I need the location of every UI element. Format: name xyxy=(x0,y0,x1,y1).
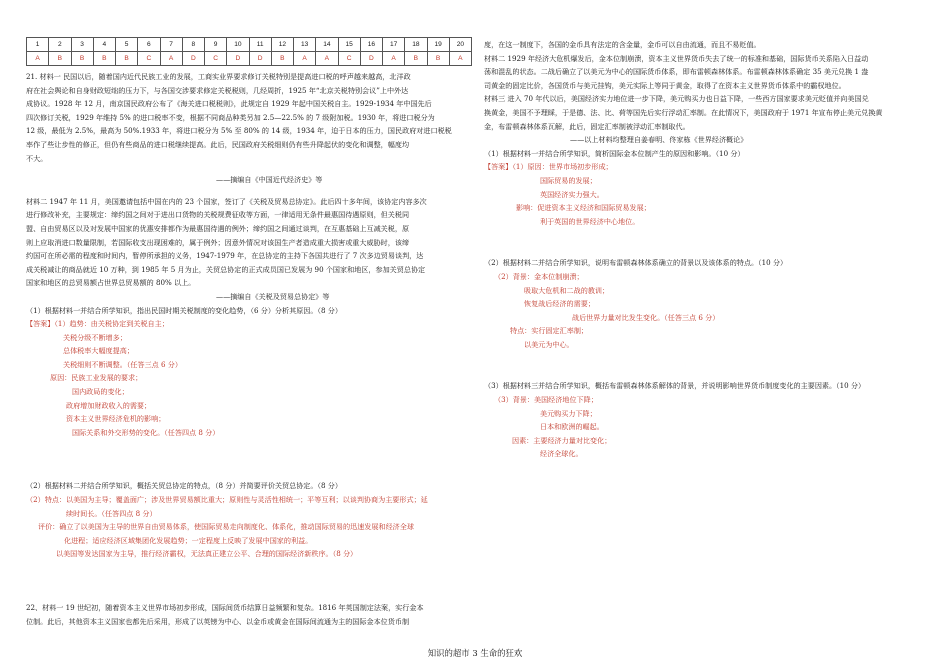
text-line: 换黄金，美国不予理睬，于是德、法、比、荷等国先后实行浮动汇率制。在此情况下，美国政府于 1971 年宣布停止美元兑换黄 xyxy=(484,107,883,117)
q22-question-three: （3）根据材料三并结合所学知识，概括布雷顿森林体系解体的背景，并说明影响世界货币制度变化的主要因素。（10 分） xyxy=(484,381,866,391)
answer-letter-cell: B xyxy=(93,52,115,66)
answer-line: （2）特点：以美国为主导；覆盖面广；涉及世界贸易额比重大；原则性与灵活性相统一；平等互利；以谈判协商为主要形式；延 xyxy=(26,495,428,505)
q21-material-two xyxy=(26,195,472,290)
q21-question-one: （1）根据材料一并结合所学知识，指出民国时期关税制度的变化趋势，（6 分）分析其原因。（8 分） xyxy=(26,305,342,315)
answer-letter-cell: D xyxy=(182,52,204,66)
answer-letter-cell: C xyxy=(338,52,360,66)
text-line: 度，在这一制度下，各国的金币具有法定的含金量，金币可以自由流通，而且不易贬值。 xyxy=(484,40,761,49)
q22-answer-three xyxy=(484,393,924,461)
question-number-cell: 6 xyxy=(138,38,160,52)
question-number-cell: 2 xyxy=(49,38,71,52)
question-number-cell: 20 xyxy=(449,38,471,52)
q22-question-one: （1）根据材料一并结合所学知识，简析国际金本位制产生的原因和影响。（10 分） xyxy=(484,148,745,158)
answer-letter-row xyxy=(27,52,472,66)
question-number-cell: 1 xyxy=(27,38,49,52)
answer-letter-cell: C xyxy=(138,52,160,66)
answer-letter-cell: D xyxy=(249,52,271,66)
answer-line: 关税细则不断调整。（任答三点 6 分） xyxy=(63,359,182,369)
answer-line: 关税分级不断增多； xyxy=(63,332,127,342)
q22-factor-head: 因素：主要经济力量对比变化； xyxy=(512,435,612,445)
text-line: 成关税减让的商品就近 10 万种，到 1985 年 5 月为止，关贸总协定的正式成员国已发展为 90 个国家和地区，参加关贸总协定 xyxy=(26,264,426,274)
answer-letter-cell: A xyxy=(160,52,182,66)
q21-answer-two xyxy=(26,493,472,561)
answer-letter-cell: A xyxy=(27,52,49,66)
text-line: 21. 材料一 民国以后，随着国内近代民族工业的发展，工商实业界要求修订关税特别是提高进口税的呼声越来越高，北洋政 xyxy=(26,72,411,81)
answer-letter-cell: A xyxy=(449,52,471,66)
text-line: 进行修改补充，主要规定：缔约国之间对于进出口货物的关税规费征收等方面，一律适用无条件最惠国待遇原则，但关税同 xyxy=(26,210,410,220)
answer-line: 以美国等发达国家为主导，推行经济霸权，无法真正建立公平、合理的国际经济新秩序。（8 分） xyxy=(56,549,358,559)
question-number-cell: 11 xyxy=(249,38,271,52)
q21-source-two: ——摘编自《关税及贸易总协定》等 xyxy=(216,291,330,301)
answer-letter-cell: C xyxy=(205,52,227,66)
question-number-cell: 3 xyxy=(71,38,93,52)
answer-line: 国际贸易的发展； xyxy=(540,175,597,185)
answer-letter-cell: B xyxy=(49,52,71,66)
answer-letter-cell: B xyxy=(427,52,449,66)
text-line: 不大。 xyxy=(26,153,48,163)
question-number-row xyxy=(27,38,472,52)
question-number-cell: 7 xyxy=(160,38,182,52)
answer-key-table xyxy=(26,37,472,66)
question-number-cell: 16 xyxy=(360,38,382,52)
answer-line: 政府增加财政收入的需要； xyxy=(66,400,152,410)
question-number-cell: 8 xyxy=(182,38,204,52)
text-line: 材料二 1929 年经济大危机爆发后，金本位制崩溃，资本主义世界货币失去了统一的标准和基础，国际货币关系陷入日益动 xyxy=(484,53,869,63)
left-column xyxy=(26,70,472,628)
text-line: 成协议。1928 年 12 月，南京国民政府公布了《海关进口税税则》，此规定自 1929 年起中国关税自主。1929-1934 年中国先后 xyxy=(26,99,432,109)
q21-source-one: ——摘编自《中国近代经济史》等 xyxy=(216,175,323,185)
answer-line: 美元购买力下降； xyxy=(540,408,597,418)
answer-line: 评价：确立了以美国为主导的世界自由贸易体系，使国际贸易走向制度化、体系化，推动国际贸易的迅速发展和经济全球 xyxy=(38,522,414,532)
answer-line: 总体税率大幅度提高； xyxy=(63,346,134,356)
answer-line: 英国经济实力强大。 xyxy=(540,189,604,199)
q22-feature-head: 特点：实行固定汇率制； xyxy=(510,326,589,336)
text-line: 材料三 进入 70 年代以后，美国经济实力地位进一步下降，美元购买力也日益下降，一些西方国家要求美元贬值并向美国兑 xyxy=(484,94,869,104)
question-number-cell: 19 xyxy=(427,38,449,52)
q21-material-one xyxy=(26,70,472,165)
text-line: 率作了些让步性的修正，但仍有些商品的进口税继续提高。此后，民国政府关税细则仍有些升降起伏的变化和调整，幅度均 xyxy=(26,139,410,149)
text-line: 材料二 1947 年 11 月，美国邀请包括中国在内的 23 个国家，签订了《关税及贸易总协定》。此后四十多年间，该协定内容多次 xyxy=(26,196,427,206)
answer-line: 续时间长。（任答四点 8 分） xyxy=(66,508,157,518)
answer-line: 以美元为中心。 xyxy=(524,339,574,349)
answer-line: 资本主义世界经济危机的影响； xyxy=(66,414,166,424)
answer-letter-cell: B xyxy=(271,52,293,66)
answer-letter-cell: A xyxy=(383,52,405,66)
q21-answer-one xyxy=(26,317,472,439)
q22-answer-two xyxy=(484,270,924,352)
answer-letter-cell: D xyxy=(360,52,382,66)
q22-materials xyxy=(484,38,924,133)
answer-line: 国际关系和外交形势的变化。（任答四点 8 分） xyxy=(72,427,220,437)
q22-source: ——以上材料均整理自姜春明、佟家栋《世界经济概论》 xyxy=(570,135,748,145)
question-number-cell: 13 xyxy=(294,38,316,52)
question-number-cell: 5 xyxy=(116,38,138,52)
question-number-cell: 17 xyxy=(383,38,405,52)
answer-line: 日本和欧洲的崛起。 xyxy=(540,422,604,432)
answer-letter-cell: A xyxy=(316,52,338,66)
answer-line: 化进程；适应经济区域集团化发展趋势；一定程度上反映了发展中国家的利益。 xyxy=(64,535,313,545)
q21-reason-head: 原因：民族工业发展的要求； xyxy=(50,373,143,383)
q21-answer-one-head: 【答案】（1）趋势：由关税协定到关税自主； xyxy=(26,319,169,329)
page-footer: 知识的超市 3 生命的狂欢 xyxy=(427,648,523,658)
text-line: 则上应取消进口数量限制，若国际收支出现困难的，属于例外；因意外情况对该国生产者造成重大损害或重大威胁时，该缔 xyxy=(26,237,410,247)
q22-material-one xyxy=(26,601,472,628)
text-line: 府在社会舆论和自身财政短绌的压力下，与各国交涉要求修定关税税则，几经周折，1925 年“北京关税特别会议”上中外达 xyxy=(26,85,409,95)
question-number-cell: 4 xyxy=(93,38,115,52)
question-number-cell: 14 xyxy=(316,38,338,52)
question-number-cell: 9 xyxy=(205,38,227,52)
answer-line: 国内政局的变化； xyxy=(72,387,129,397)
answer-letter-cell: A xyxy=(294,52,316,66)
q22-answer-one-head: 【答案】（1）原因：世界市场初步形成； xyxy=(484,162,613,172)
text-line: 四次修订关税，1929 年维持 5% 的进口税率不变，根据不同商品种类另加 2.5—22.5% 的 7 级附加税。1930 年，将进口税分为 xyxy=(26,112,435,122)
answer-letter-cell: D xyxy=(227,52,249,66)
question-number-cell: 15 xyxy=(338,38,360,52)
q22-answer-three-head: （3）背景：美国经济地位下降； xyxy=(494,395,598,405)
text-line: 司黄金的固定比价，各国货币与美元挂钩，美元实际上等同于黄金，取得了在资本主义世界货币体系中的霸权地位。 xyxy=(484,80,846,90)
answer-line: 经济全球化。 xyxy=(540,449,583,459)
text-line: 金，布雷顿森林体系瓦解，此后，固定汇率制被浮动汇率制取代。 xyxy=(484,121,690,131)
answer-letter-cell: B xyxy=(405,52,427,66)
text-line: 盟、自由贸易区以及对发展中国家的优惠安排都作为最惠国待遇的例外；缔约国之间通过谈判，在互惠基础上互减关税，原 xyxy=(26,223,410,233)
q21-question-two: （2）根据材料二并结合所学知识，概括关贸总协定的特点，（8 分）并简要评价关贸总协定。（8 分） xyxy=(26,481,342,491)
right-column xyxy=(484,38,924,461)
q22-answer-one xyxy=(484,160,924,228)
answer-line: 战后世界力量对比发生变化。（任答三点 6 分） xyxy=(572,312,720,322)
q22-effect-head: 影响：促进资本主义经济和国际贸易发展； xyxy=(516,203,651,213)
question-number-cell: 18 xyxy=(405,38,427,52)
question-number-cell: 10 xyxy=(227,38,249,52)
answer-letter-cell: B xyxy=(116,52,138,66)
text-line: 12 级，最低为 2.5%，最高为 50%.1933 年，将进口税分为 5% 至 80% 的 14 级，1934 年，迫于日本的压力，国民政府对进口税税 xyxy=(26,126,452,136)
answer-letter-cell: B xyxy=(71,52,93,66)
text-line: 约国可在所必需的程度和时间内，暂停所承担的义务，1947-1979 年，在总协定的主持下各国共进行了 7 次多边贸易谈判，达 xyxy=(26,251,424,261)
question-number-cell: 12 xyxy=(271,38,293,52)
text-line: 22、材料一 19 世纪初，随着资本主义世界市场初步形成，国际间货币结算日益频繁和复杂。1816 年英国制定法案，实行金本 xyxy=(26,603,424,612)
q22-question-two: （2）根据材料二并结合所学知识，说明布雷顿森林体系确立的背景以及该体系的特点。（10 分） xyxy=(484,258,788,268)
text-line: 位制。此后，其他资本主义国家也都先后采用，形成了以英镑为中心、以金币或黄金在国际间流通为主的国际金本位货币制 xyxy=(26,616,410,626)
answer-line: 利于英国的世界经济中心地位。 xyxy=(540,216,640,226)
text-line: 国家和地区的总贸易额占世界总贸易额的 80% 以上。 xyxy=(26,278,196,288)
answer-line: 吸取大危机和二战的教训； xyxy=(524,285,610,295)
answer-line: 恢复战后经济的需要； xyxy=(524,299,595,309)
text-line: 荡和混乱的状态。二战后确立了以美元为中心的国际货币体系，即布雷顿森林体系。布雷顿森林体系确定 35 美元兑换 1 盎 xyxy=(484,67,869,77)
q22-answer-two-head: （2）背景：金本位制崩溃； xyxy=(494,271,584,281)
